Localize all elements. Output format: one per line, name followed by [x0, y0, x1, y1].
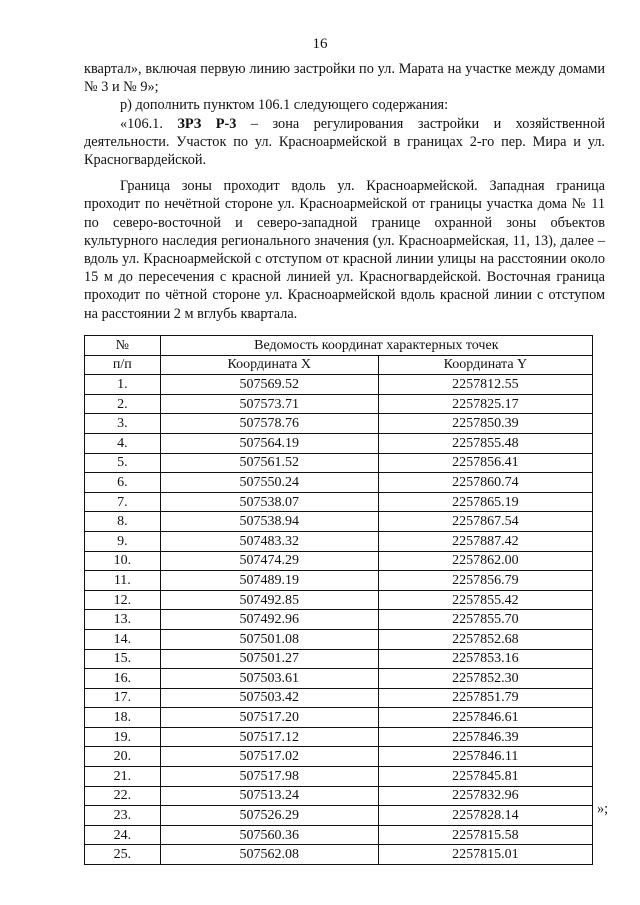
table-row [85, 727, 593, 747]
cell-index: 14. [85, 629, 161, 649]
table-row [85, 375, 593, 395]
page-number: 16 [312, 36, 328, 52]
cell-coord-x: 507492.85 [160, 590, 378, 610]
table-row [85, 669, 593, 689]
table-header-row [85, 336, 593, 356]
cell-coord-x: 507503.42 [160, 688, 378, 708]
cell-index: 17. [85, 688, 161, 708]
cell-coord-x: 507503.61 [160, 669, 378, 689]
cell-index: 7. [85, 492, 161, 512]
cell-coord-x: 507501.08 [160, 629, 378, 649]
cell-coord-x: 507526.29 [160, 806, 378, 826]
table-row [85, 453, 593, 473]
cell-index: 10. [85, 551, 161, 571]
cell-coord-x: 507573.71 [160, 394, 378, 414]
cell-index: 9. [85, 531, 161, 551]
table-row [85, 786, 593, 806]
table-row [85, 747, 593, 767]
cell-coord-y: 2257860.74 [378, 473, 592, 493]
paragraph-zone-definition [84, 115, 605, 170]
table-row [85, 629, 593, 649]
column-header-y: Координата Y [378, 355, 592, 375]
cell-coord-x: 507489.19 [160, 571, 378, 591]
cell-index: 23. [85, 806, 161, 826]
zone-item-number: «106.1. [120, 115, 178, 132]
cell-coord-y: 2257845.81 [378, 767, 592, 787]
cell-coord-y: 2257846.61 [378, 708, 592, 728]
cell-coord-y: 2257846.39 [378, 727, 592, 747]
cell-index: 13. [85, 610, 161, 630]
table-row [85, 394, 593, 414]
cell-index: 12. [85, 590, 161, 610]
table-row [85, 688, 593, 708]
cell-coord-y: 2257852.68 [378, 629, 592, 649]
table-title: Ведомость координат характерных точек [160, 336, 592, 356]
cell-coord-x: 507517.98 [160, 767, 378, 787]
cell-index: 21. [85, 767, 161, 787]
cell-coord-x: 507517.02 [160, 747, 378, 767]
cell-coord-x: 507517.20 [160, 708, 378, 728]
table-row [85, 845, 593, 865]
cell-coord-y: 2257887.42 [378, 531, 592, 551]
table-row [85, 473, 593, 493]
cell-index: 19. [85, 727, 161, 747]
cell-coord-x: 507561.52 [160, 453, 378, 473]
table-row [85, 571, 593, 591]
cell-index: 15. [85, 649, 161, 669]
cell-index: 8. [85, 512, 161, 532]
paragraph-amendment-r: р) дополнить пунктом 106.1 следующего содержания: [120, 97, 449, 114]
cell-index: 22. [85, 786, 161, 806]
cell-coord-x: 507562.08 [160, 845, 378, 865]
table-row [85, 492, 593, 512]
cell-coord-y: 2257862.00 [378, 551, 592, 571]
table-row [85, 433, 593, 453]
table-row [85, 708, 593, 728]
cell-coord-y: 2257825.17 [378, 394, 592, 414]
document-body [84, 60, 605, 323]
table-row [85, 767, 593, 787]
cell-coord-x: 507492.96 [160, 610, 378, 630]
cell-coord-y: 2257828.14 [378, 806, 592, 826]
table-row [85, 649, 593, 669]
cell-coord-y: 2257855.48 [378, 433, 592, 453]
paragraph-zone-boundary: Граница зоны проходит вдоль ул. Красноармейской. Западная граница проходит по нечётной стороне ул. Красноармейской от границы участка дома № 11 по северо-восточной и северо-западной границе охранной зоны объектов культурного наследия регионального значения (ул. Красноармейская, 11, 13), далее – вдоль ул. Красноармейской с отступом от красной линии улицы на расстоянии около 15 м до пересечения с красной линией ул. Красногвардейской. Восточная граница проходит по чётной стороне ул. Красноармейской вдоль красной линии с отступом на расстоянии 2 м вглубь квартала. [84, 178, 605, 322]
cell-coord-y: 2257812.55 [378, 375, 592, 395]
coordinates-table [84, 335, 593, 865]
cell-coord-x: 507483.32 [160, 531, 378, 551]
cell-coord-y: 2257853.16 [378, 649, 592, 669]
num-header-top: № [85, 336, 161, 356]
table-row [85, 531, 593, 551]
table-row [85, 414, 593, 434]
cell-coord-y: 2257867.54 [378, 512, 592, 532]
cell-coord-y: 2257856.79 [378, 571, 592, 591]
cell-index: 4. [85, 433, 161, 453]
table-row [85, 590, 593, 610]
cell-coord-x: 507517.12 [160, 727, 378, 747]
cell-coord-x: 507569.52 [160, 375, 378, 395]
cell-index: 6. [85, 473, 161, 493]
cell-coord-y: 2257850.39 [378, 414, 592, 434]
table-body [85, 375, 593, 865]
cell-coord-x: 507474.29 [160, 551, 378, 571]
zone-code: ЗРЗ Р-3 [177, 115, 237, 132]
num-header-bottom: п/п [85, 355, 161, 375]
cell-index: 1. [85, 375, 161, 395]
cell-index: 11. [85, 571, 161, 591]
cell-index: 24. [85, 825, 161, 845]
cell-coord-y: 2257855.70 [378, 610, 592, 630]
zone-description: – зона регулирования застройки и хозяйственной деятельности. Участок по ул. Красноармейской в границах 2-го пер. Мира и ул. Красногвардейской. [84, 115, 606, 169]
cell-coord-x: 507550.24 [160, 473, 378, 493]
cell-coord-y: 2257832.96 [378, 786, 592, 806]
table-row [85, 551, 593, 571]
cell-index: 25. [85, 845, 161, 865]
cell-index: 18. [85, 708, 161, 728]
column-header-x: Координата X [160, 355, 378, 375]
cell-coord-x: 507578.76 [160, 414, 378, 434]
cell-coord-y: 2257846.11 [378, 747, 592, 767]
cell-coord-y: 2257855.42 [378, 590, 592, 610]
cell-coord-x: 507513.24 [160, 786, 378, 806]
cell-coord-y: 2257865.19 [378, 492, 592, 512]
cell-coord-y: 2257815.58 [378, 825, 592, 845]
cell-coord-x: 507501.27 [160, 649, 378, 669]
cell-coord-x: 507538.94 [160, 512, 378, 532]
table-subheader-row [85, 355, 593, 375]
cell-index: 2. [85, 394, 161, 414]
cell-index: 3. [85, 414, 161, 434]
closing-quote: »; [597, 801, 609, 817]
table-row [85, 610, 593, 630]
table-row [85, 806, 593, 826]
cell-index: 16. [85, 669, 161, 689]
table-row [85, 512, 593, 532]
cell-coord-y: 2257851.79 [378, 688, 592, 708]
cell-coord-y: 2257856.41 [378, 453, 592, 473]
cell-coord-y: 2257815.01 [378, 845, 592, 865]
paragraph-continuation: квартал», включая первую линию застройки по ул. Марата на участке между домами № 3 и № 9»; [84, 61, 605, 96]
cell-index: 20. [85, 747, 161, 767]
cell-coord-x: 507560.36 [160, 825, 378, 845]
cell-coord-x: 507564.19 [160, 433, 378, 453]
cell-index: 5. [85, 453, 161, 473]
table-row [85, 825, 593, 845]
cell-coord-y: 2257852.30 [378, 669, 592, 689]
cell-coord-x: 507538.07 [160, 492, 378, 512]
